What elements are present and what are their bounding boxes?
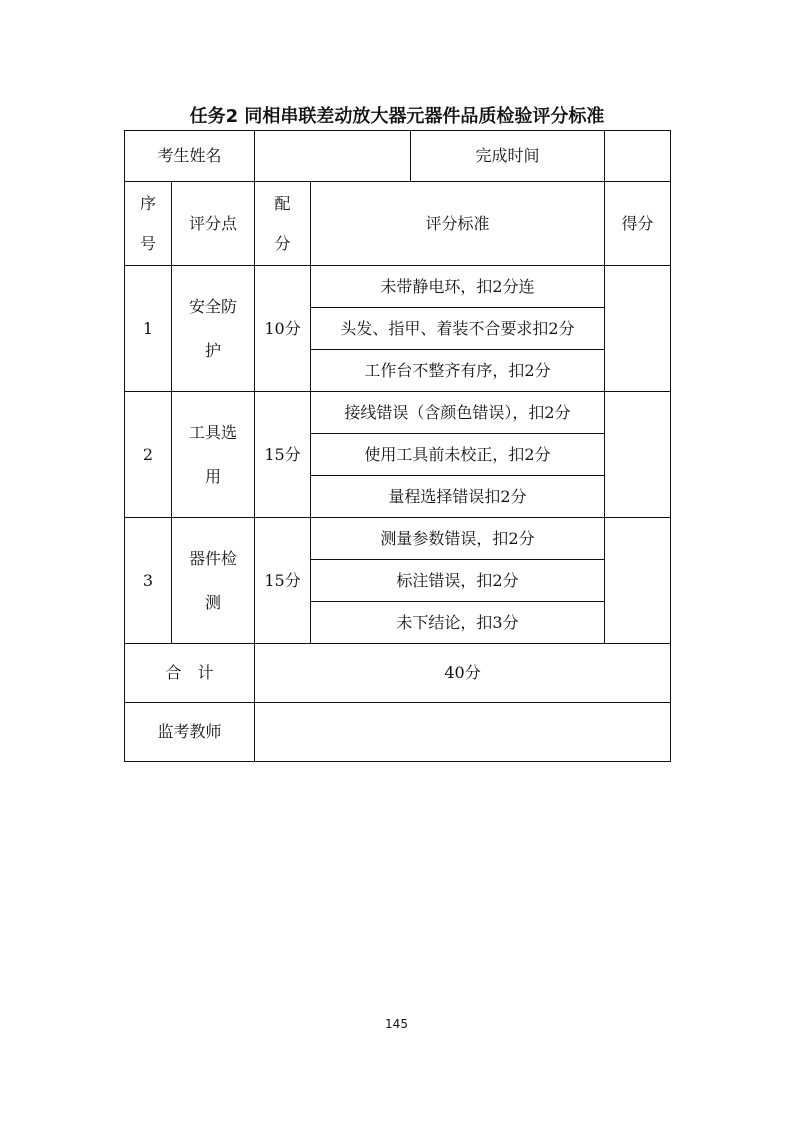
score-cell: 10分 bbox=[255, 266, 311, 392]
seq-cell: 1 bbox=[125, 266, 172, 392]
examinee-label: 考生姓名 bbox=[125, 131, 255, 182]
earned-cell[interactable] bbox=[605, 392, 671, 518]
earned-cell[interactable] bbox=[605, 518, 671, 644]
criteria-cell: 测量参数错误，扣2分 bbox=[311, 518, 605, 560]
point-cell: 器件检测 bbox=[172, 518, 255, 644]
seq-cell: 2 bbox=[125, 392, 172, 518]
criteria-cell: 量程选择错误扣2分 bbox=[311, 476, 605, 518]
criteria-cell: 未下结论，扣3分 bbox=[311, 602, 605, 644]
col-header-score: 配分 bbox=[255, 182, 311, 266]
table-row bbox=[125, 392, 671, 434]
table-row bbox=[125, 266, 671, 308]
criteria-cell: 接线错误（含颜色错误），扣2分 bbox=[311, 392, 605, 434]
total-row bbox=[125, 644, 671, 703]
finish-time-label: 完成时间 bbox=[475, 146, 540, 165]
column-header-row bbox=[125, 182, 671, 266]
table-row bbox=[125, 518, 671, 560]
col-header-criteria: 评分标准 bbox=[311, 182, 605, 266]
total-label: 合 计 bbox=[125, 644, 255, 703]
point-cell: 安全防护 bbox=[172, 266, 255, 392]
criteria-cell: 头发、指甲、着装不合要求扣2分 bbox=[311, 308, 605, 350]
total-value: 40分 bbox=[255, 644, 671, 703]
point-cell: 工具选用 bbox=[172, 392, 255, 518]
col-header-earned: 得分 bbox=[605, 182, 671, 266]
criteria-cell: 工作台不整齐有序，扣2分 bbox=[311, 350, 605, 392]
score-cell: 15分 bbox=[255, 518, 311, 644]
scoring-table bbox=[124, 130, 671, 762]
criteria-cell: 标注错误，扣2分 bbox=[311, 560, 605, 602]
examinee-cell bbox=[255, 131, 605, 182]
supervisor-row bbox=[125, 703, 671, 762]
supervisor-label: 监考教师 bbox=[125, 703, 255, 762]
seq-cell: 3 bbox=[125, 518, 172, 644]
page-number: 145 bbox=[385, 1017, 408, 1031]
criteria-cell: 使用工具前未校正，扣2分 bbox=[311, 434, 605, 476]
col-header-point: 评分点 bbox=[172, 182, 255, 266]
score-cell: 15分 bbox=[255, 392, 311, 518]
earned-cell[interactable] bbox=[605, 266, 671, 392]
examinee-row bbox=[125, 131, 671, 182]
document-title: 任务2 同相串联差动放大器元器件品质检验评分标准 bbox=[189, 106, 605, 127]
col-header-seq: 序号 bbox=[125, 182, 172, 266]
criteria-cell: 未带静电环，扣2分连 bbox=[311, 266, 605, 308]
examinee-name-field[interactable] bbox=[255, 131, 411, 181]
finish-time-field[interactable] bbox=[605, 131, 671, 182]
supervisor-field[interactable] bbox=[255, 703, 671, 762]
